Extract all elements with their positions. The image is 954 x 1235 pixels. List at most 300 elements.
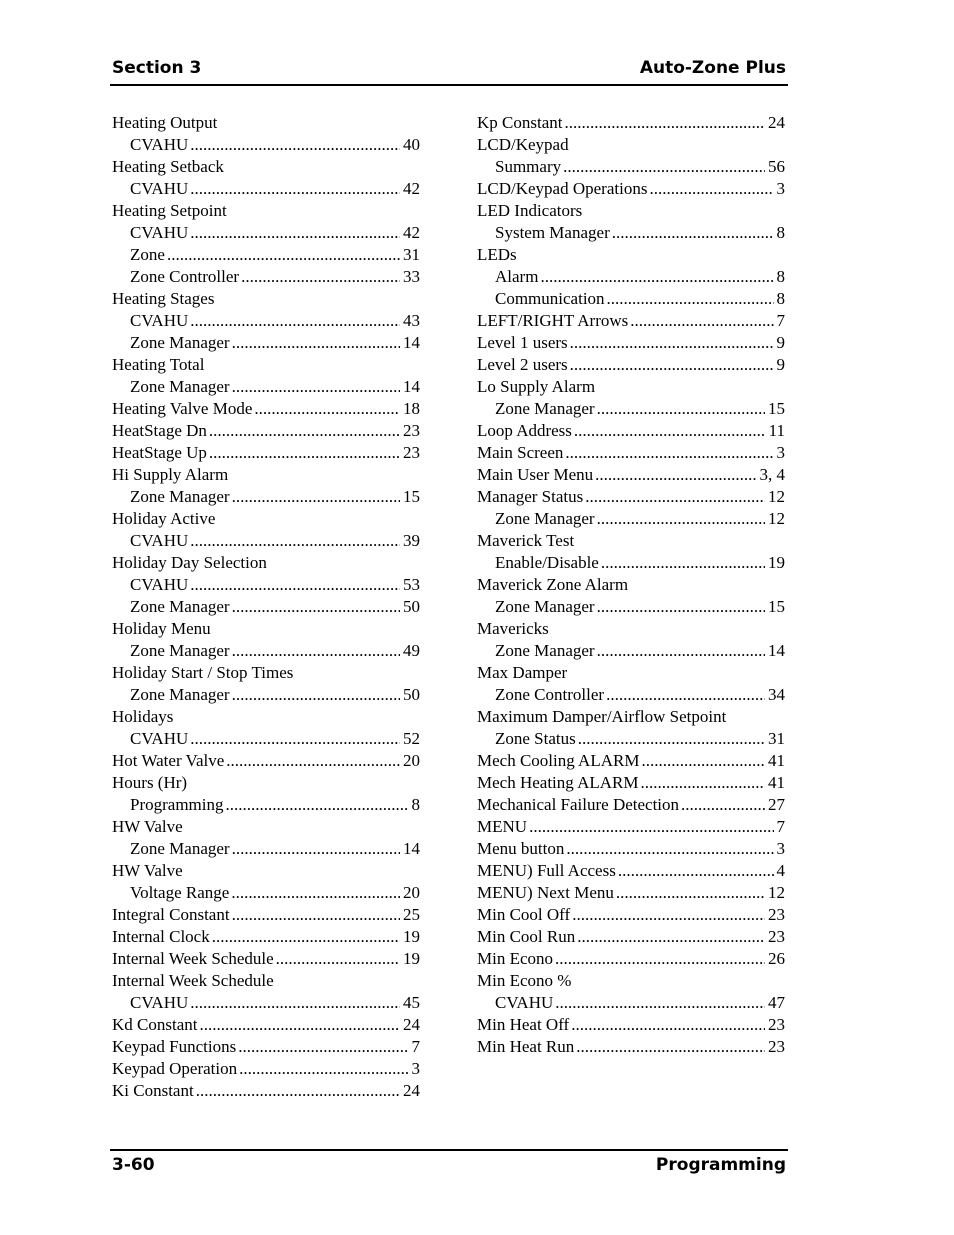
index-term: LED Indicators [477,201,583,220]
index-subentry [477,288,785,310]
page-reference: 34 [768,685,785,704]
page-reference: 42 [403,179,420,198]
index-entry [477,310,785,332]
page-reference: 23 [768,1037,785,1056]
index-term: Internal Week Schedule [112,971,274,990]
page-reference: 31 [403,245,420,264]
index-term: Internal Week Schedule [112,949,274,968]
index-term: HeatStage Up [112,443,207,462]
dot-leader [190,310,400,332]
index-term: Keypad Functions [112,1037,237,1056]
index-subentry [477,222,785,244]
page-reference: 18 [403,399,420,418]
dot-leader [190,574,400,596]
dot-leader [649,178,773,200]
page-reference: 11 [768,421,785,440]
page-reference: 7 [776,311,785,330]
page-reference: 9 [776,355,785,374]
page-reference: 25 [403,905,420,924]
index-term: Lo Supply Alarm [477,377,596,396]
index-term: Holiday Day Selection [112,553,267,572]
page-reference: 49 [403,641,420,660]
page-reference: 33 [403,267,420,286]
index-term: CVAHU [130,179,189,198]
index-subentry [477,596,785,618]
dot-leader [167,244,400,266]
index-term: Integral Constant [112,905,230,924]
page-reference: 24 [403,1081,420,1100]
index-entry [477,354,785,376]
index-subentry [112,486,420,508]
page-reference: 14 [403,333,420,352]
index-term: Summary [495,157,562,176]
index-entry [112,552,420,574]
dot-leader [232,332,400,354]
index-subentry [112,596,420,618]
index-term: CVAHU [130,993,189,1012]
page-reference: 3 [776,179,785,198]
index-term: Main User Menu [477,465,594,484]
index-entry [477,772,785,794]
page-number: 3-60 [112,1155,155,1175]
dot-leader [564,112,765,134]
index-term: Zone Manager [495,509,595,528]
index-entry [112,904,420,926]
index-term: Level 1 users [477,333,568,352]
dot-leader [570,332,774,354]
index-term: HW Valve [112,861,183,880]
index-entry [112,926,420,948]
index-term: Zone Manager [495,641,595,660]
index-subentry [112,134,420,156]
page-reference: 20 [403,751,420,770]
dot-leader [241,266,400,288]
index-term: Maverick Zone Alarm [477,575,629,594]
index-subentry [477,728,785,750]
index-term: CVAHU [130,311,189,330]
dot-leader [640,772,765,794]
index-entry [477,332,785,354]
index-entry [112,288,420,310]
index-term: Menu button [477,839,565,858]
index-term: Mech Heating ALARM [477,773,639,792]
dot-leader [254,398,400,420]
dot-leader [595,464,756,486]
dot-leader [597,640,765,662]
dot-leader [540,266,773,288]
dot-leader [612,222,774,244]
page-reference: 52 [403,729,420,748]
index-entry [112,354,420,376]
index-subentry [477,156,785,178]
index-term: Internal Clock [112,927,210,946]
index-entry [477,904,785,926]
dot-leader [226,794,409,816]
page-reference: 4 [776,861,785,880]
index-subentry [112,684,420,706]
index-entry [112,618,420,640]
index-term: Zone [130,245,165,264]
index-subentry [112,332,420,354]
dot-leader [618,860,774,882]
page-reference: 14 [403,377,420,396]
index-term: CVAHU [130,135,189,154]
index-entry [112,156,420,178]
index-entry [477,816,785,838]
index-term: Loop Address [477,421,572,440]
page-reference: 15 [403,487,420,506]
index-entry [477,750,785,772]
index-term: LCD/Keypad Operations [477,179,648,198]
page-reference: 8 [776,267,785,286]
page-reference: 14 [403,839,420,858]
index-term: HW Valve [112,817,183,836]
index-term: Zone Manager [495,597,595,616]
dot-leader [190,178,400,200]
page-reference: 23 [768,927,785,946]
index-subentry [112,574,420,596]
page-reference: 40 [403,135,420,154]
page-reference: 43 [403,311,420,330]
index-entry [112,1058,420,1080]
page-reference: 7 [411,1037,420,1056]
dot-leader [199,1014,400,1036]
page-reference: 23 [768,1015,785,1034]
index-entry [112,1036,420,1058]
index-entry [112,816,420,838]
index-term: Zone Manager [130,597,230,616]
page-reference: 42 [403,223,420,242]
index-entry [477,244,785,266]
dot-leader [276,948,400,970]
page-reference: 14 [768,641,785,660]
page-reference: 15 [768,597,785,616]
index-subentry [112,882,420,904]
dot-leader [641,750,765,772]
index-subentry [112,838,420,860]
index-subentry [112,178,420,200]
page-reference: 41 [768,773,785,792]
index-term: Heating Total [112,355,205,374]
index-term: Min Econo [477,949,554,968]
index-entry [112,706,420,728]
index-term: Heating Stages [112,289,215,308]
index-subentry [112,794,420,816]
dot-leader [555,992,765,1014]
dot-leader [566,838,773,860]
index-term: Zone Controller [130,267,240,286]
index-term: Max Damper [477,663,568,682]
dot-leader [231,882,400,904]
dot-leader [597,596,765,618]
index-term: Level 2 users [477,355,568,374]
index-entry [477,860,785,882]
index-entry [477,574,785,596]
page-reference: 3 [776,443,785,462]
dot-leader [570,354,774,376]
index-term: Hi Supply Alarm [112,465,229,484]
index-entry [477,442,785,464]
index-entry [477,618,785,640]
dot-leader [606,684,765,706]
page-reference: 3 [776,839,785,858]
index-entry [477,376,785,398]
index-subentry [477,398,785,420]
dot-leader [681,794,765,816]
index-entry [112,464,420,486]
chapter-title: Programming [655,1155,786,1175]
dot-leader [578,728,765,750]
dot-leader [597,398,765,420]
dot-leader [529,816,773,838]
index-term: Mech Cooling ALARM [477,751,640,770]
index-term: Manager Status [477,487,584,506]
index-entry [477,134,785,156]
index-entry [477,486,785,508]
dot-leader [232,640,400,662]
page-reference: 53 [403,575,420,594]
dot-leader [585,486,765,508]
index-term: MENU) Next Menu [477,883,614,902]
header-rule [110,84,788,86]
page-reference: 8 [776,223,785,242]
page-reference: 8 [776,289,785,308]
index-entry [477,1036,785,1058]
page-reference: 45 [403,993,420,1012]
index-term: CVAHU [130,531,189,550]
index-term: Holiday Menu [112,619,211,638]
dot-leader [563,156,765,178]
dot-leader [597,508,765,530]
dot-leader [607,288,774,310]
page-header [112,58,786,80]
page-reference: 47 [768,993,785,1012]
dot-leader [190,728,400,750]
index-entry [477,882,785,904]
index-entry [477,662,785,684]
index-term: Zone Manager [130,839,230,858]
index-term: Zone Manager [130,641,230,660]
dot-leader [232,838,400,860]
index-entry [112,200,420,222]
index-term: Holiday Start / Stop Times [112,663,294,682]
index-term: Heating Valve Mode [112,399,253,418]
index-term: Holiday Active [112,509,216,528]
index-subentry [112,310,420,332]
index-term: Zone Status [495,729,576,748]
index-entry [112,420,420,442]
dot-leader [577,926,765,948]
index-term: LCD/Keypad [477,135,569,154]
dot-leader [190,134,400,156]
index-term: Kd Constant [112,1015,198,1034]
index-term: LEDs [477,245,517,264]
page-reference: 27 [768,795,785,814]
index-term: Kp Constant [477,113,563,132]
index-term: Keypad Operation [112,1059,238,1078]
index-entry [477,1014,785,1036]
index-subentry [112,992,420,1014]
dot-leader [239,1058,408,1080]
dot-leader [576,1036,765,1058]
index-entry [112,772,420,794]
index-term: Zone Manager [130,377,230,396]
index-term: Maverick Test [477,531,575,550]
index-entry [112,948,420,970]
section-label: Section 3 [112,58,202,78]
index-term: Heating Output [112,113,218,132]
index-subentry [477,508,785,530]
index-subentry [112,530,420,552]
index-entry [112,1080,420,1102]
index-entry [112,860,420,882]
page-reference: 12 [768,487,785,506]
index-entry [112,970,420,992]
index-entry [477,838,785,860]
index-subentry [477,992,785,1014]
dot-leader [232,684,400,706]
index-term: Zone Controller [495,685,605,704]
page-reference: 3, 4 [759,465,785,484]
index-term: Zone Manager [130,487,230,506]
index-column-right [477,112,785,1058]
dot-leader [212,926,400,948]
page-reference: 39 [403,531,420,550]
index-term: MENU [477,817,528,836]
index-term: Holidays [112,707,174,726]
index-entry [477,948,785,970]
index-term: Zone Manager [130,333,230,352]
manual-title: Auto-Zone Plus [639,58,786,78]
page-reference: 23 [768,905,785,924]
index-subentry [477,552,785,574]
page-reference: 19 [403,949,420,968]
dot-leader [226,750,400,772]
dot-leader [209,420,400,442]
page-reference: 19 [403,927,420,946]
index-term: Main Screen [477,443,564,462]
dot-leader [238,1036,408,1058]
index-term: System Manager [495,223,610,242]
index-term: Min Heat Off [477,1015,570,1034]
page-reference: 24 [768,113,785,132]
index-entry [477,926,785,948]
index-entry [477,464,785,486]
index-term: CVAHU [130,729,189,748]
dot-leader [601,552,765,574]
index-term: Zone Manager [130,685,230,704]
index-entry [112,112,420,134]
index-entry [477,706,785,728]
index-term: Hot Water Valve [112,751,225,770]
dot-leader [572,904,765,926]
page-reference: 56 [768,157,785,176]
index-term: Min Econo % [477,971,572,990]
index-subentry [112,222,420,244]
page-reference: 23 [403,443,420,462]
page-reference: 7 [776,817,785,836]
index-term: Mavericks [477,619,549,638]
index-term: Hours (Hr) [112,773,188,792]
index-term: Heating Setpoint [112,201,227,220]
dot-leader [190,530,400,552]
index-term: Heating Setback [112,157,224,176]
index-entry [477,420,785,442]
page-reference: 26 [768,949,785,968]
dot-leader [630,310,773,332]
index-subentry [112,376,420,398]
page-reference: 50 [403,685,420,704]
dot-leader [190,992,400,1014]
page-reference: 12 [768,883,785,902]
page-footer [112,1155,786,1177]
page-reference: 3 [411,1059,420,1078]
page-reference: 31 [768,729,785,748]
dot-leader [616,882,765,904]
index-term: Alarm [495,267,539,286]
index-entry [112,1014,420,1036]
index-entry [112,662,420,684]
index-term: CVAHU [495,993,554,1012]
dot-leader [571,1014,765,1036]
index-entry [477,178,785,200]
dot-leader [190,222,400,244]
index-term: CVAHU [130,223,189,242]
index-entry [477,112,785,134]
index-term: Programming [130,795,224,814]
index-term: Communication [495,289,605,308]
index-term: Enable/Disable [495,553,599,572]
dot-leader [209,442,400,464]
index-term: LEFT/RIGHT Arrows [477,311,629,330]
index-term: MENU) Full Access [477,861,616,880]
index-term: Voltage Range [130,883,230,902]
index-subentry [112,244,420,266]
page-reference: 12 [768,509,785,528]
index-entry [477,530,785,552]
index-entry [112,508,420,530]
footer-rule [110,1149,788,1151]
index-subentry [112,640,420,662]
index-subentry [112,266,420,288]
page-reference: 20 [403,883,420,902]
index-term: Mechanical Failure Detection [477,795,680,814]
index-subentry [477,266,785,288]
dot-leader [196,1080,400,1102]
dot-leader [555,948,765,970]
index-term: Maximum Damper/Airflow Setpoint [477,707,727,726]
dot-leader [232,904,400,926]
index-entry [477,970,785,992]
dot-leader [574,420,766,442]
index-term: Min Heat Run [477,1037,575,1056]
index-column-left [112,112,420,1102]
dot-leader [232,596,400,618]
index-term: CVAHU [130,575,189,594]
index-entry [477,200,785,222]
index-entry [477,794,785,816]
index-term: Zone Manager [495,399,595,418]
index-subentry [477,640,785,662]
page-reference: 50 [403,597,420,616]
index-term: HeatStage Dn [112,421,207,440]
index-subentry [112,728,420,750]
page-reference: 15 [768,399,785,418]
dot-leader [232,376,400,398]
dot-leader [565,442,773,464]
page-reference: 24 [403,1015,420,1034]
dot-leader [232,486,400,508]
